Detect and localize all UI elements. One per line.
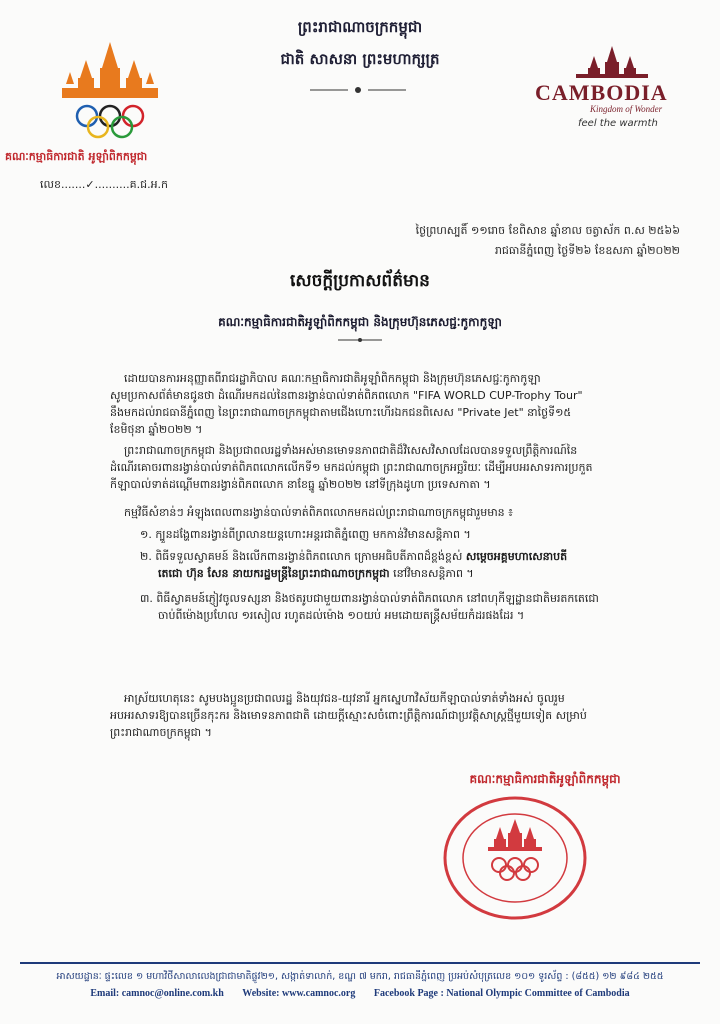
paragraph-line: ដំណើរគោចរពានរង្វាន់បាល់ទាត់ពិភពលោកលើកទី១ មកដល់កម្ពុជា ព្រះរាជាណាចក្រអច្ឆរិយៈ ដើម្បីអបអរសាទរការប្រកួត (110, 461, 593, 474)
document-subtitle: គណៈកម្មាធិការជាតិអូឡាំពិកកម្ពុជា និងក្រុមហ៊ុនភេសជ្ជៈកូកាកូឡា (218, 315, 502, 329)
item-text: ពិធីស្វាគមន៍ភ្ញៀវចូលទស្សនា និងថតរូបជាមួយពានរង្វាន់បាល់ទាត់ពិភពលោក នៅពហុកីឡដ្ឋានជាតិមរតកតេជោ (156, 592, 599, 605)
paragraph-2 (110, 442, 670, 493)
footer-email[interactable]: Email: camnoc@online.com.kh (90, 988, 224, 999)
paragraph-line: អាស្រ័យហេតុនេះ សូមបងប្អូនប្រជាពលរដ្ឋ និងយុវជន-យុវនារី អ្នកស្នេហាវិស័យកីឡាបាល់ទាត់ទាំងអស់ ចូលរួម (124, 692, 565, 705)
organization-name: គណៈកម្មាធិការជាតិ អូឡាំពិកកម្ពុជា (5, 150, 148, 163)
item-text-bold: សម្តេចអគ្គមហាសេនាបតី (465, 550, 568, 563)
program-item (140, 526, 670, 543)
item-text: នៅវិមានសន្តិភាព ។ (389, 567, 474, 580)
cambodia-wordmark: CAMBODIA (535, 80, 668, 105)
paragraph-line: សូមប្រកាសព័ត៌មានជូនថា ដំណើរមកដល់នៃពានរង្វាន់បាល់ទាត់ពិភពលោក "FIFA WORLD CUP-Trophy Tour" (110, 389, 583, 402)
noc-temple-logo (62, 38, 158, 144)
program-item (140, 548, 670, 582)
item-text: ចាប់ពីម៉ោងប្រហែល ១រសៀល រហូតដល់ម៉ោង ១០យប់ អមដោយតន្ត្រីសម័យកំដរផងដែរ ។ (158, 609, 525, 622)
program-item (140, 590, 670, 624)
item-number: ៣. (140, 592, 153, 605)
footer-contacts (25, 988, 695, 999)
cambodia-tagline: Kingdom of Wonder (590, 104, 663, 114)
solar-date: រាជធានីភ្នំពេញ ថ្ងៃទី២៦ ខែឧសភា ឆ្នាំ២០២២ (494, 244, 680, 257)
footer-address: អាសយដ្ឋានៈ ផ្ទះលេខ ១ មហាវិថីសាលាលេងជ្រាជាមាតិផ្លូវ២១, សង្កាត់ទាលាក់, ខណ្ឌ ៧ មករា, រាជធានីភ្នំពេញ ប្រអប់សំបុត្រលេខ ១០១ ទូរស័ព្ទ : (៨៥៥) ១២ ៩៨៤ ២៥៥ (56, 971, 664, 982)
footer-website[interactable]: Website: www.camnoc.org (242, 988, 356, 999)
signature-title: គណៈកម្មាធិការជាតិអូឡាំពិកកម្ពុជា (469, 772, 621, 786)
item-text: ពិធីទទួលស្វាគមន៍ និងលើកពានរង្វាន់ពិភពលោក ក្រោមអធិបតីភាពដ៏ខ្ពង់ខ្ពស់ (155, 550, 466, 563)
item-text: ក្បួនដង្ហែពានរង្វាន់ពីព្រលានយន្តហោះអន្តរជាតិភ្នំពេញ មកកាន់វិមានសន្តិភាព ។ (155, 528, 471, 541)
royal-line-2: ជាតិ សាសនា ព្រះមហាក្សត្រ (280, 50, 440, 68)
paragraph-line: នឹងមកដល់រាជធានីភ្នំពេញ នៃព្រះរាជាណាចក្រកម្ពុជាតាមជើងហោះហើរឯកជនពិសេស "Private Jet" នាថ្ងៃទី១៥ (110, 406, 572, 419)
paragraph-line: ព្រះរាជាណាចក្រកម្ពុជា ។ (110, 726, 212, 739)
reference-number: លេខ.......✓..........គ.ជ.អ.ក (40, 178, 169, 191)
document-title: សេចក្តីប្រកាសព័ត៌មាន (290, 271, 430, 291)
item-number: ១. (140, 528, 152, 541)
paragraph-1 (110, 370, 670, 438)
lunar-date: ថ្ងៃព្រហស្បតិ៍ ១១រោច ខែពិសាខ ឆ្នាំខាល ចត្វាស័ក ព.ស ២៥៦៦ (415, 224, 680, 237)
item-text-bold: តេជោ ហ៊ុន សែន នាយករដ្ឋមន្ត្រីនៃព្រះរាជាណាចក្រកម្ពុជា (158, 567, 390, 580)
paragraph-line: ព្រះរាជាណាចក្រកម្ពុជា និងប្រជាពលរដ្ឋទាំងអស់មានមោទនភាពជាតិដ៏វិសេសវិសាលដែលបានទទួលព្រឹត្តិការណ៍នៃ (124, 444, 578, 457)
item-number: ២. (140, 550, 152, 563)
paragraph-line: ដោយបានការអនុញ្ញាតពីរាជរដ្ឋាភិបាល គណៈកម្មាធិការជាតិអូឡាំពិកកម្ពុជា និងក្រុមហ៊ុនភេសជ្ជៈកូកាកូឡា (124, 372, 541, 385)
ornament-divider-icon (308, 84, 408, 96)
paragraph-3 (110, 690, 670, 741)
official-seal-icon (440, 793, 590, 923)
royal-line-1: ព្រះរាជាណាចក្រកម្ពុជា (297, 18, 423, 36)
angkor-silhouette-icon (572, 44, 652, 80)
paragraph-line: កីឡាបាល់ទាត់ដណ្តើមពានរង្វាន់ពិភពលោក នាខែធ្នូ ឆ្នាំ២០២២ នៅទីក្រុងដូហា ប្រទេសកាតា ។ (110, 478, 491, 491)
footer-divider (20, 962, 700, 964)
cambodia-slogan: feel the warmth (578, 118, 658, 129)
program-intro: កម្មវិធីសំខាន់ៗ អំឡុងពេលពានរង្វាន់បាល់ទាត់ពិភពលោកមកដល់ព្រះរាជាណាចក្រកម្ពុជារួមមាន ៖ (124, 506, 513, 519)
footer-facebook[interactable]: Facebook Page : National Olympic Committee of Cambodia (373, 988, 630, 999)
paragraph-line: អបអរសាទរឱ្យបានច្រើនកុះករ និងមោទនភាពជាតិ ដោយក្តីស្មោះសចំពោះព្រឹត្តិការណ៍ជាប្រវត្តិសាស្ត្រថ្មីមួយទៀត សម្រាប់ (110, 709, 587, 722)
paragraph-line: ខែមិថុនា ឆ្នាំ២០២២ ។ (110, 423, 203, 436)
small-divider-icon (338, 336, 382, 344)
